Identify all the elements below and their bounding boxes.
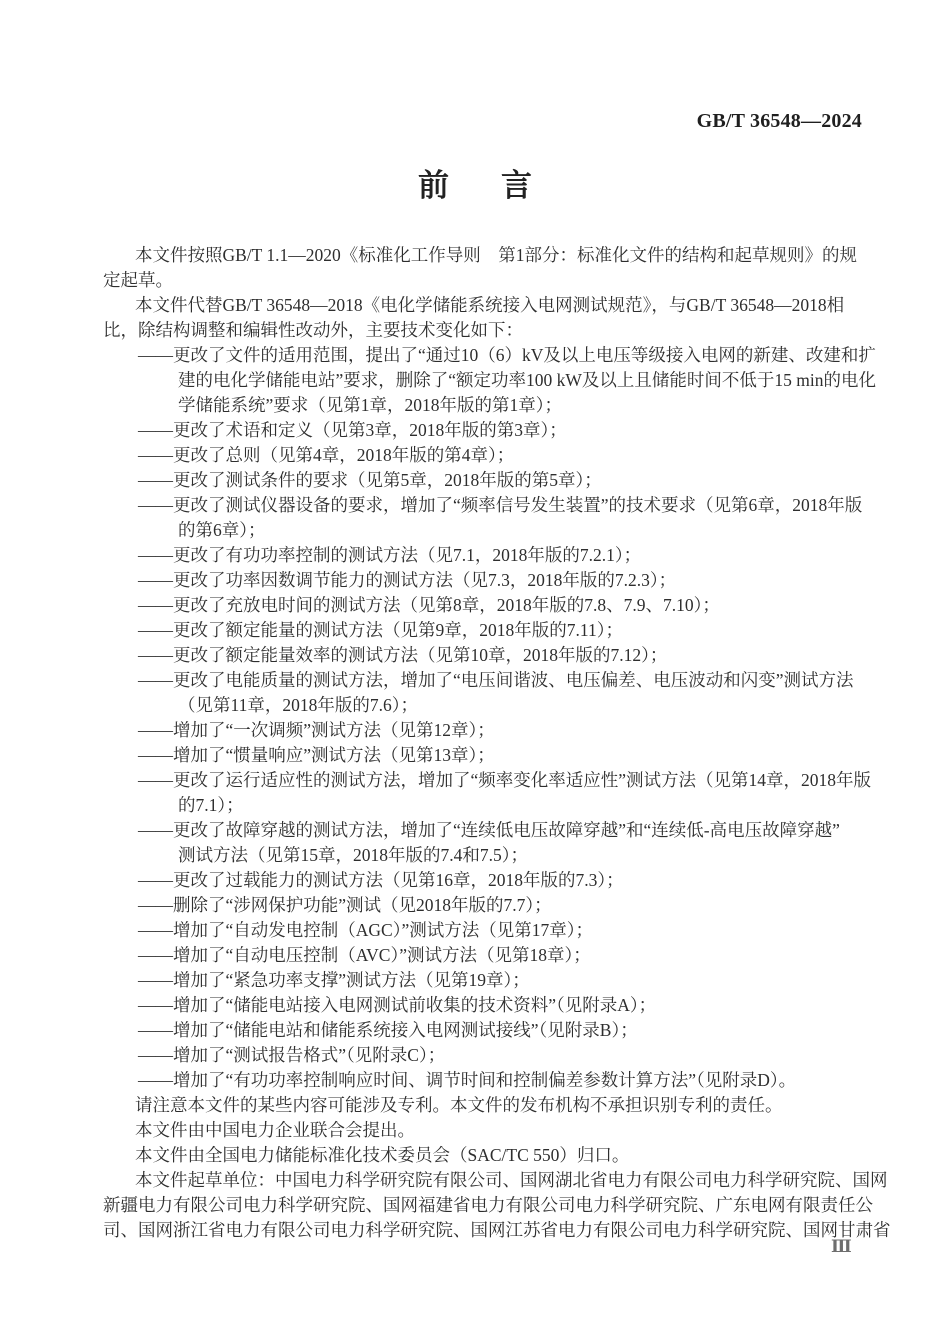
text-line: ——更改了总则（见第4章，2018年版的第4章）； bbox=[138, 445, 515, 465]
text-line: 本文件由中国电力企业联合会提出。 bbox=[135, 1120, 415, 1140]
text-line: ——更改了测试条件的要求（见第5章，2018年版的第5章）； bbox=[138, 470, 602, 490]
text-line: ——增加了“惯量响应”测试方法（见第13章）； bbox=[138, 745, 495, 765]
text-line: ——增加了“储能电站和储能系统接入电网测试接线”（见附录B）； bbox=[138, 1020, 638, 1040]
text-line: 比，除结构调整和编辑性改动外，主要技术变化如下： bbox=[103, 320, 523, 340]
text-line: 本文件按照GB/T 1.1—2020《标准化工作导则 第1部分：标准化文件的结构和起草规则》的规 bbox=[135, 245, 858, 265]
page-title: 前言 bbox=[418, 168, 584, 203]
text-line: ——更改了额定能量的测试方法（见第9章，2018年版的7.11）； bbox=[138, 620, 623, 640]
text-line: ——增加了“自动发电控制（AGC）”测试方法（见第17章）； bbox=[138, 920, 593, 940]
text-line: 的第6章）； bbox=[178, 520, 266, 540]
text-line: 新疆电力有限公司电力科学研究院、国网福建省电力有限公司电力科学研究院、广东电网有限责任公 bbox=[103, 1195, 873, 1215]
text-line: 定起草。 bbox=[103, 270, 173, 290]
text-line: ——更改了故障穿越的测试方法，增加了“连续低电压故障穿越”和“连续低-高电压故障穿越” bbox=[138, 820, 840, 840]
text-line: ——更改了额定能量效率的测试方法（见第10章，2018年版的7.12）； bbox=[138, 645, 668, 665]
text-line: ——更改了过载能力的测试方法（见第16章，2018年版的7.3）； bbox=[138, 870, 624, 890]
text-line: ——更改了测试仪器设备的要求，增加了“频率信号发生装置”的技术要求（见第6章，2018年版 bbox=[138, 495, 863, 515]
text-line: ——增加了“储能电站接入电网测试前收集的技术资料”（见附录A）； bbox=[138, 995, 657, 1015]
text-line: 本文件起草单位：中国电力科学研究院有限公司、国网湖北省电力有限公司电力科学研究院、国网 bbox=[135, 1170, 888, 1190]
text-line: ——更改了有功功率控制的测试方法（见7.1，2018年版的7.2.1）； bbox=[138, 545, 642, 565]
text-line: 学储能系统”要求（见第1章，2018年版的第1章）； bbox=[178, 395, 563, 415]
text-line: ——增加了“测试报告格式”（见附录C）； bbox=[138, 1045, 446, 1065]
text-line: ——增加了“紧急功率支撑”测试方法（见第19章）； bbox=[138, 970, 530, 990]
text-line: （见第11章，2018年版的7.6）； bbox=[178, 695, 418, 715]
standard-number: GB/T 36548—2024 bbox=[696, 110, 862, 132]
text-line: 本文件由全国电力储能标准化技术委员会（SAC/TC 550）归口。 bbox=[135, 1145, 630, 1165]
text-line: ——增加了“一次调频”测试方法（见第12章）； bbox=[138, 720, 495, 740]
text-line: 请注意本文件的某些内容可能涉及专利。本文件的发布机构不承担识别专利的责任。 bbox=[135, 1095, 783, 1115]
text-line: 建的电化学储能电站”要求，删除了“额定功率100 kW及以上且储能时间不低于15 min的电化 bbox=[178, 370, 877, 390]
text-line: 司、国网浙江省电力有限公司电力科学研究院、国网江苏省电力有限公司电力科学研究院、国网甘肃省 bbox=[103, 1220, 891, 1240]
text-line: ——更改了文件的适用范围，提出了“通过10（6）kV及以上电压等级接入电网的新建、改建和扩 bbox=[138, 345, 876, 365]
text-line: 的7.1）； bbox=[178, 795, 244, 815]
foreword-body bbox=[103, 243, 891, 1243]
text-line: 测试方法（见第15章，2018年版的7.4和7.5）； bbox=[178, 845, 528, 865]
text-line: ——更改了电能质量的测试方法，增加了“电压间谐波、电压偏差、电压波动和闪变”测试方法 bbox=[138, 670, 854, 690]
text-line: ——增加了“自动电压控制（AVC）”测试方法（见第18章）； bbox=[138, 945, 591, 965]
text-line: ——删除了“涉网保护功能”测试（见2018年版的7.7）； bbox=[138, 895, 552, 915]
text-line: ——更改了术语和定义（见第3章，2018年版的第3章）； bbox=[138, 420, 567, 440]
page-number: Ⅲ bbox=[831, 1237, 852, 1256]
text-line: ——增加了“有功功率控制响应时间、调节时间和控制偏差参数计算方法”（见附录D）。 bbox=[138, 1070, 797, 1090]
text-line: ——更改了功率因数调节能力的测试方法（见7.3，2018年版的7.2.3）； bbox=[138, 570, 677, 590]
text-line: 本文件代替GB/T 36548—2018《电化学储能系统接入电网测试规范》，与GB/T 36548—2018相 bbox=[135, 295, 845, 315]
text-line: ——更改了运行适应性的测试方法，增加了“频率变化率适应性”测试方法（见第14章，2018年版 bbox=[138, 770, 872, 790]
text-line: ——更改了充放电时间的测试方法（见第8章，2018年版的7.8、7.9、7.10）； bbox=[138, 595, 720, 615]
